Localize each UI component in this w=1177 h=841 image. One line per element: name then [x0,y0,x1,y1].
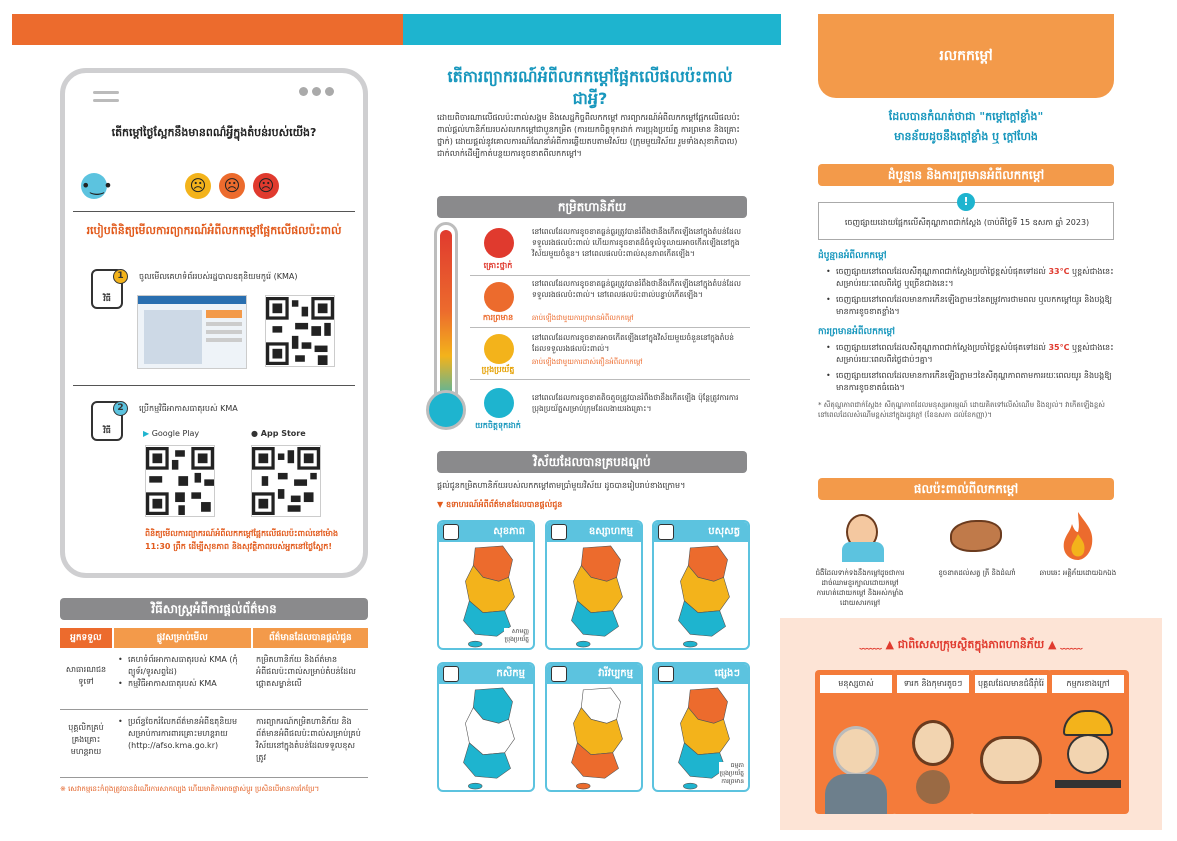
group-label: មនុស្សចាស់ [819,674,893,694]
sick-person-icon [980,736,1042,784]
advisory-warning-title: ដំបូន្មាន និងការព្រមានអំពីលកកម្ដៅ [818,164,1114,186]
info-table [60,628,368,794]
effect-dead-fish-icon [946,514,1006,558]
group-card-chronic [970,670,1052,814]
step1-badge: 1 [113,269,128,284]
car-icon [658,666,674,682]
step2-badge: 2 [113,401,128,416]
risk-levels-title: កម្រិតហានិភ័យ [437,196,747,218]
google-play-label: ▶ Google Play [143,429,200,438]
effect-fire: ឆាបឆេះ អគ្គិភ័យដោយឯកឯង [1039,569,1117,577]
korea-map [547,542,643,650]
thermometer-graphic [426,222,466,434]
app-store-label: ● App Store [251,429,306,438]
sector-map-card [437,520,535,650]
sector-map-card [545,662,643,792]
table-cell-info: ការព្យាករណ៍កម្រិតហានិភ័យ និងព័ត៌មានអំពីផលប៉ះពាល់សម្រាប់គ្រប់វិស័យនៅក្នុងតំបន់ដែលទទួលខុសត្រូវ [256,717,361,762]
worried-face-icon: ☹ [185,173,211,199]
sector-name: សុខភាព [439,522,533,542]
risk-level-name: គ្រោះថ្នាក់ [483,261,513,270]
map-legend-item: ប្រុងប្រយ័ត្ន [504,636,529,643]
map-legend-item: ការព្រមាន [721,778,744,785]
risk-level-text: នៅពេលដែលការខូចខាតធ្ងន់ធ្ងរត្រូវបានរំពឹងថានឹងកើតឡើងនៅក្នុងតំបន់ដែលទទួលរងផលប៉ះពាល់។ នៅពេលផលប៉ះពាល់បន្ទាប់កើតឡើង។ [532,279,741,299]
step2-text: ប្រើកម្មវិធីអាកាសធាតុរបស់ KMA [139,404,238,413]
pig-icon [658,524,674,540]
table-row [60,710,368,778]
advisory-section [818,250,1118,420]
risk-level-danger [470,224,750,276]
table-row [60,648,368,710]
step1-hand-label: វិធី [103,294,111,303]
footnote: ※ សេវាកម្មនេះកំពុងត្រូវបានដំណើរការសាកល្បង ហើយមាតិកាអាចផ្លាស់ប្ដូរ ប្រសិនបើមានការកែប្រែ។ [60,785,320,793]
heatwave-banner-title: រលកកម្ដៅ [939,48,993,64]
advisory-bullet: • ចេញផ្សាយនៅពេលដែលមានការកើនឡើងភ្លាមៗនៃតម្រូវការថាមពល ឬលកកម្ដៅយូរ និងបង្កឱ្យមានការខូចខាតខ្លាំង។ [826,294,1118,318]
asterisk-note: * សីតុណ្ហភាពជាក់ស្ដែង៖ សីតុណ្ហភាពដែលមនុស្សអារម្មណ៍ ដោយគិតទៅលើសំណើម និងខ្យល់។ វាកើតឡើងខ្ពស់នៅពេលដែលសំណើមខ្ពស់នៅក្នុងរដូវក្ដៅ (ខែឧសភា ដល់ខែកញ្ញា)។ [818,401,1105,419]
risk-level-warning [470,276,750,328]
check-title: របៀបពិនិត្យមើលការព្យាករណ៍អំពីលកកម្ដៅផ្អែកលើផលប៉ះពាល់ [86,224,342,237]
table-cell-receiver: សាធារណជនទូទៅ [65,665,107,686]
phone-frame [60,68,368,578]
siren-red-icon [484,228,514,258]
map-legend-item: ធម្មតា [730,762,744,769]
fish-icon [551,666,567,682]
heatwave-banner [818,14,1114,98]
risk-groups-title: ﹏﹏ ▲ ជាពិសេសក្រុមស្ថិតក្នុងភាពហានិភ័យ ▲ ﹏﹏ [859,638,1083,651]
kma-website-screenshot[interactable] [137,295,247,369]
menu-icon [93,91,119,102]
group-card-elderly [815,670,897,814]
divider [73,385,355,386]
sector-map-card [652,662,750,792]
map-legend-item: ប្រុងប្រយ័ត្ន [719,770,744,777]
table-header-channel: ផ្លូវសម្រាប់មើល [114,628,251,648]
top-bar-orange [12,14,403,45]
table-header-info: ព័ត៌មានដែលបានផ្ដល់ជូន [253,628,368,648]
table-cell-channel: • កម្មវិធីអាកាសធាតុរបស់ KMA [118,678,246,690]
risk-level-attention [470,380,750,436]
definition-line-1: ដែលបានកំណត់ថាជា "កម្ដៅក្ដៅខ្លាំង" [888,110,1044,123]
table-header-receiver: អ្នកទទួល [60,628,112,648]
kma-website-qr-code[interactable] [265,295,335,367]
korea-map [654,542,750,650]
top-bar-teal [403,14,781,45]
angry-face-icon: ☹ [219,173,245,199]
issue-note-text: ចេញផ្សាយដោយផ្អែកលើសីតុណ្ហភាពជាក់ស្ដែង (ចាប់ពីថ្ងៃទី 15 ឧសភា ឆ្នាំ 2023) [844,218,1090,227]
sector-name: បសុសត្វ [654,522,748,542]
advisory-title: ដំបូន្មានអំពីលកកម្ដៅ [818,251,887,261]
group-card-outdoor-workers [1047,670,1129,814]
forecast-time-note: ពិនិត្យមើលការព្យាករណ៍អំពីលកកម្ដៅផ្អែកលើផលប៉ះពាល់នៅម៉ោង 11:30 ព្រឹក ដើម្បីសុខភាព និងសុវត្ថិភាពរបស់អ្នកនៅថ្ងៃស្អែក! [145,529,339,551]
zigzag-icon: ﹏﹏ [1060,638,1083,651]
warning-triangle-icon: ▲ [885,638,898,651]
sectors-title: វិស័យដែលបានគ្របដណ្ដប់ [437,451,747,473]
siren-orange-icon [484,282,514,312]
more-dots-icon [299,87,334,99]
zigzag-icon: ﹏﹏ [859,638,886,651]
advisory-bullet: • ចេញផ្សាយនៅពេលដែលសីតុណ្ហភាពជាក់ស្ដែងប្រចាំថ្ងៃខ្ពស់បំផុតទៅដល់ 33°C ឬខ្ពស់ជាងនេះសម្រាប់រយៈពេលពីរថ្ងៃ ឬច្រើនជាងនេះ។ [826,266,1118,290]
child-with-teddy-icon [912,720,954,766]
elderly-person-icon [833,726,879,776]
effect-fire-icon [1058,510,1098,562]
warning-triangle-icon: ▲ [1048,638,1057,651]
farmer-icon [443,666,459,682]
effect-heat-illness: ជំងឺដែលទាក់ទងនឹងកម្ដៅដូចជាការដាច់ឈាមខួរក្បាលដោយកម្ដៅ ការហត់ដោយកម្ដៅ និងអស់កម្លាំងដោយសារកម្ដៅ [815,569,905,607]
map-legend [504,628,529,644]
very-angry-face-icon: ☹ [253,173,279,199]
first-aid-icon [443,524,459,540]
map-legend-item: សាមញ្ញ [511,628,529,635]
middle-title: តើការព្យាករណ៍អំពីលកកម្ដៅផ្អែកលើផលប៉ះពាល់ជាអ្វី? [447,67,733,108]
risk-levels-list [470,224,750,436]
phone-question: តើកម្ដៅថ្ងៃស្អែកនឹងមានពណ៌អ្វីក្នុងតំបន់របស់យើង? [111,126,317,139]
risk-level-sub: ឆាប់ឡើងជាមួយការដាស់តឿនអំពីលកកម្ដៅ [532,358,643,366]
step1-text: ចូលមើលគេហទំព័ររបស់រដ្ឋបាលឧតុនិយមកូរ៉េ (KMA) [139,272,298,281]
advisory-temp: 33°C [1048,267,1070,276]
app-store-qr-code[interactable] [251,445,321,517]
sector-map-card [437,662,535,792]
group-label: បុគ្គលដែលមានជំងឺរ៉ាំរ៉ៃ [974,674,1048,694]
table-cell-channel: • គេហទំព័រអាកាសធាតុរបស់ KMA (កុំព្យូទ័រ/ទូរសព្ទដៃ) [118,654,246,678]
divider [73,211,355,212]
warning-title: ការព្រមានអំពីលកកម្ដៅ [818,327,895,337]
google-play-icon: ▶ [143,429,150,438]
worker-helmet-icon [1063,710,1113,736]
sector-name: ផ្សេងៗ [654,664,748,684]
table-cell-channel: • ប្រព័ន្ធចែករំលែកព័ត៌មានអំពីឧតុនិយមសម្រាប់ការការពារគ្រោះមហន្តរាយ (http://afso.kma.go.kr) [118,716,246,752]
effect-heat-illness-icon [832,508,892,562]
siren-blue-icon [484,388,514,418]
warning-bullet: • ចេញផ្សាយនៅពេលដែលមានការកើនឡើងភ្លាមៗនៃសីតុណ្ហភាពតាមការរយៈពេលយូរ និងបង្កឱ្យមានការខូចខាតធំធេង។ [826,370,1118,394]
korea-map [547,684,643,792]
group-card-infants [892,670,974,814]
neutral-face-icon: •‿• [81,173,107,199]
risk-level-text: នៅពេលដែលការខូចខាតអាចកើតឡើងនៅក្នុងវិស័យមួយចំនួននៅក្នុងតំបន់ដែលទទួលរងផលប៉ះពាល់។ [532,333,734,353]
sector-map-card [652,520,750,650]
definition-line-2: មានន័យដូចនឹងក្ដៅខ្លាំង ឬ ក្ដៅហែង [894,130,1038,143]
risk-level-name: ប្រុងប្រយ័ត្ន [481,365,515,374]
warning-bullet: • ចេញផ្សាយនៅពេលដែលសីតុណ្ហភាពជាក់ស្ដែងប្រចាំថ្ងៃខ្ពស់បំផុតទៅដល់ 35°C ឬខ្ពស់ជាងនេះសម្រាប់រយៈពេលពីរថ្ងៃជាប់ៗគ្នា។ [826,342,1118,366]
middle-intro: ដោយពិចារណាលើផលប៉ះពាល់សង្គម និងសេដ្ឋកិច្ចពីលកកម្ដៅ ការព្យាករណ៍អំពីលកកម្ដៅផ្អែកលើផលប៉ះពាល់ផ្ដល់ហានិភ័យរបស់លកកម្ដៅជាបួនកម្រិត (ការយកចិត្តទុកដាក់ ការប្រុងប្រយ័ត្ន ការព្រមាន និងគ្រោះថ្នាក់) ដោយផ្ដល់នូវគោលការណ៍ណែនាំអំពីការឆ្លើយតបតាមវិស័យ (ក្រុមមួយវិស័យ រួមទាំងសុខាភិបាល) ជាក់លាក់ដើម្បីកាត់បន្ថយការខូចខាតពីលកកម្ដៅ។ [437,113,741,158]
google-play-qr-code[interactable] [145,445,215,517]
table-cell-receiver: បុគ្គលិកគ្រប់គ្រងគ្រោះមហន្តរាយ [68,723,104,756]
sectors-intro: ផ្ដល់ជូនកម្រិតហានិភ័យរបស់លកកម្ដៅតាមប្រាំមួយវិស័យ ដូចបានរៀបរាប់ខាងក្រោម។ [437,481,686,490]
korea-map [439,684,535,792]
risk-level-text: នៅពេលដែលការខូចខាតតិចតួចត្រូវបានរំពឹងថានឹងកើតឡើង ប៉ុន្តែត្រូវការការប្រុងប្រយ័ត្នសម្រាប់ក្រុមដែលងាយរងគ្រោះ។ [532,393,739,413]
risk-level-name: យកចិត្តទុកដាក់ [475,421,521,430]
step2-hand-label: វិធី [103,426,111,435]
table-cell-info: កម្រិតហានិភ័យ និងព័ត៌មានអំពីផលប៉ះពាល់សម្រាប់តំបន់ដែលផ្ដោតសម្ខាន់លើ [256,655,356,688]
risk-level-text: នៅពេលដែលការខូចខាតធ្ងន់ធ្ងរត្រូវបានរំពឹងថានឹងកើតឡើងនៅក្នុងតំបន់ដែលទទួលរងផលប៉ះពាល់ ហើយការខូចខាតដ៏ធំទូលំទូលាយអាចកើតឡើងនៅក្នុងវិស័យមួយចំនួន។ នៅពេលផលប៉ះពាល់សុខភាពកើតឡើង។ [532,227,741,258]
apple-icon: ● [251,429,258,438]
risk-level-name: ការព្រមាន [482,313,514,322]
sector-name: កសិកម្ម [439,664,533,684]
effects-title: ផលប៉ះពាល់ពីលកកម្ដៅ [818,478,1114,500]
factory-worker-icon [551,524,567,540]
siren-yellow-icon [484,334,514,364]
sector-name: ឧស្សាហកម្ម [547,522,641,542]
sector-map-card [545,520,643,650]
group-label: កម្មករខាងក្រៅ [1051,674,1125,694]
sector-name: វារីវប្បកម្ម [547,664,641,684]
warning-temp: 35°C [1048,343,1070,352]
info-method-title: វិធីសាស្ត្រអំពីការផ្ដល់ព័ត៌មាន [60,598,368,620]
example-label: ▼ ឧទាហរណ៍អំពីព័ត៌មានដែលបានផ្ដល់ជូន [437,500,563,509]
group-label: ទារក និងកុមារតូចៗ [896,674,970,694]
effect-animals-crops: ខូចខាតដល់សត្វ ត្រី និងដំណាំ [938,569,1016,577]
risk-level-sub: ឆាប់ឡើងជាមួយការព្រមានអំពីលកកម្ដៅ [532,314,634,322]
exclamation-icon: ! [957,193,975,211]
risk-level-caution [470,328,750,380]
map-legend [719,762,744,786]
issue-note-box [818,195,1114,240]
